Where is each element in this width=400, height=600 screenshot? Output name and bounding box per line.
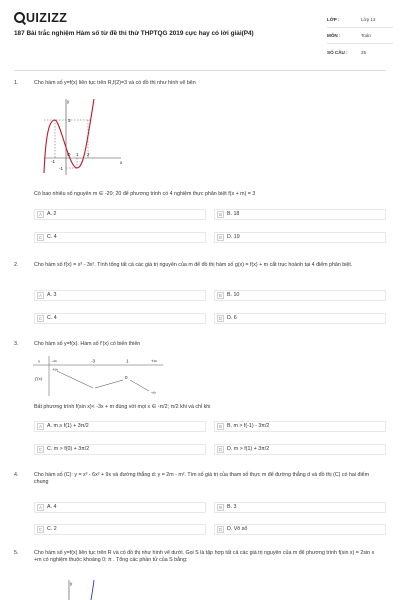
- option-letter: D: [218, 316, 223, 321]
- option-text: D. 19: [227, 234, 240, 240]
- option-text: B. 18: [227, 211, 240, 217]
- option-letter: A: [37, 504, 44, 511]
- option-text: A. 3: [47, 292, 57, 298]
- table-x-val: -3: [91, 358, 96, 364]
- option-letter: A: [37, 292, 44, 299]
- label-neg1-y: -1: [59, 166, 64, 171]
- question-subtext: Bất phương trình f(sin x)< -3x + m đúng với mọi x ∈ -π/2; π/2 khi và chỉ khi: [34, 404, 211, 410]
- option-c[interactable]: [34, 444, 206, 455]
- question-number: 4.: [14, 472, 19, 478]
- meta-label: MÔN :: [327, 33, 341, 38]
- meta-label: SỐ CÂU :: [327, 49, 348, 55]
- option-text: B. 10: [227, 292, 240, 298]
- label-neg1-x: -1: [51, 159, 56, 164]
- question-number: 2.: [14, 262, 19, 268]
- option-text: C. 4: [47, 315, 57, 321]
- option-a[interactable]: [34, 290, 206, 301]
- table-mid: 0: [125, 375, 128, 380]
- option-text: C. 2: [47, 526, 57, 532]
- option-text: B. 3: [227, 504, 237, 510]
- option-letter: D: [218, 527, 223, 532]
- logo-q-mark-icon: [14, 12, 25, 23]
- option-c[interactable]: [34, 232, 206, 243]
- option-letter: A: [37, 211, 44, 218]
- meta-label: LỚP :: [327, 17, 340, 22]
- origin-label: O: [67, 152, 71, 157]
- option-text: D. Vô số: [227, 526, 248, 532]
- label-2: 2: [87, 152, 90, 157]
- option-letter: C: [38, 316, 43, 321]
- option-a[interactable]: [34, 502, 206, 513]
- question-number: 5.: [14, 550, 19, 556]
- option-d[interactable]: [214, 444, 386, 455]
- meta-value: Toán: [361, 33, 371, 38]
- question-number: 3.: [14, 341, 19, 347]
- option-text: A. 4: [47, 504, 57, 510]
- meta-table: [327, 12, 393, 60]
- label-1: 1: [76, 152, 79, 157]
- table-fp-label: f'(x): [35, 376, 43, 381]
- option-a[interactable]: [34, 209, 206, 220]
- table-bottom-right: -∞: [151, 390, 156, 395]
- option-text: D. 6: [227, 315, 237, 321]
- header-divider: [14, 70, 386, 71]
- option-text: C. 4: [47, 234, 57, 240]
- table-arrow: [95, 380, 123, 388]
- table-x-val: 1: [126, 358, 129, 364]
- x-axis-label: x: [120, 160, 123, 165]
- label-3: 3: [68, 118, 71, 123]
- option-letter: B: [217, 423, 224, 430]
- document-title: 187 Bài trắc nghiệm Hàm số từ đề thi thử THPTQG 2019 cực hay có lời giải(P4): [14, 30, 254, 37]
- option-c[interactable]: [34, 313, 206, 324]
- question-text: Cho hàm số f(x) = x³ - 3x². Tính tổng tất cả các giá trị nguyên của m để đồ thị hàm số g(x) = f(x) + m cắt trục hoành tại 4 điểm phân biệt.: [34, 262, 353, 268]
- option-letter: D: [218, 235, 223, 240]
- meta-row-count: [327, 44, 393, 60]
- option-text: B. m > f(-1) - 3π/2: [227, 423, 270, 429]
- option-letter: B: [217, 292, 224, 299]
- option-text: A. 2: [47, 211, 57, 217]
- question-4: [14, 472, 386, 544]
- option-a[interactable]: [34, 421, 206, 432]
- option-b[interactable]: [214, 290, 386, 301]
- meta-row-class: [327, 12, 393, 28]
- function-curve: [91, 580, 94, 600]
- option-text: A. m ≥ f(1) + 3π/2: [47, 423, 89, 429]
- question-text: Cho hàm số y=f(x) liên tục trên R,f(2)=3 và có đồ thị như hình vẽ bên: [34, 80, 196, 86]
- question-1-graph: [36, 95, 126, 177]
- option-b[interactable]: [214, 502, 386, 513]
- table-top-left: +∞: [52, 367, 58, 372]
- option-d[interactable]: [214, 524, 386, 535]
- meta-value: Lớp 12: [361, 17, 376, 22]
- option-letter: C: [38, 527, 43, 532]
- table-x-label: x: [38, 358, 40, 364]
- option-letter: C: [38, 447, 43, 452]
- meta-value: 25: [361, 49, 367, 55]
- option-d[interactable]: [214, 232, 386, 243]
- variation-table: [33, 356, 163, 396]
- option-b[interactable]: [214, 209, 386, 220]
- question-5-graph: [60, 578, 100, 600]
- table-x-val: +∞: [151, 358, 157, 364]
- table-x-val: -∞: [52, 358, 57, 364]
- table-arrow: [57, 371, 93, 388]
- option-letter: B: [217, 504, 224, 511]
- meta-row-subject: [327, 28, 393, 44]
- option-letter: C: [38, 235, 43, 240]
- option-b[interactable]: [214, 421, 386, 432]
- option-c[interactable]: [34, 524, 206, 535]
- question-2: [14, 262, 386, 332]
- page-header: [0, 0, 400, 64]
- question-subtext: Có bao nhiêu số nguyên m ∈ -20; 20 để phương trình có 4 nghiệm thực phân biệt f(x + m) = 3: [34, 191, 256, 197]
- option-letter: D: [218, 447, 223, 452]
- option-d[interactable]: [214, 313, 386, 324]
- quizizz-logo: UIZIZZ: [14, 11, 67, 25]
- question-number: 1.: [14, 80, 19, 86]
- option-text: C. m > f(0) + 3π/2: [47, 446, 90, 452]
- question-text: Cho hàm số y=f(x) liên tục trên R và có đồ thị như hình vẽ dưới. Gọi S là tập hợp tất cả các giá trị nguyên của m để phương trình f(sin x) = 2sin x +m có nghiệm thuộc khoảng 0; π . Tổng các phần tử của S bằng:: [34, 550, 375, 564]
- option-letter: A: [37, 423, 44, 430]
- question-text: Cho hàm số y=f(x). Hàm số f'(x) có biến thiên: [34, 341, 141, 347]
- y-axis-label: y: [67, 99, 70, 104]
- option-letter: B: [217, 211, 224, 218]
- question-5: [14, 550, 386, 580]
- question-text: Cho hàm số (C): y = x³ - 6x² + 9x và đường thẳng d: y = 2m - m². Tìm số giá trị của tham số thực m để đường thẳng d và đồ thị (C) có hai điểm chung: [34, 472, 369, 486]
- table-arrow: [130, 380, 149, 391]
- option-text: D. m > f(1) + 3π/2: [227, 446, 270, 452]
- y-axis-label: y: [70, 581, 73, 586]
